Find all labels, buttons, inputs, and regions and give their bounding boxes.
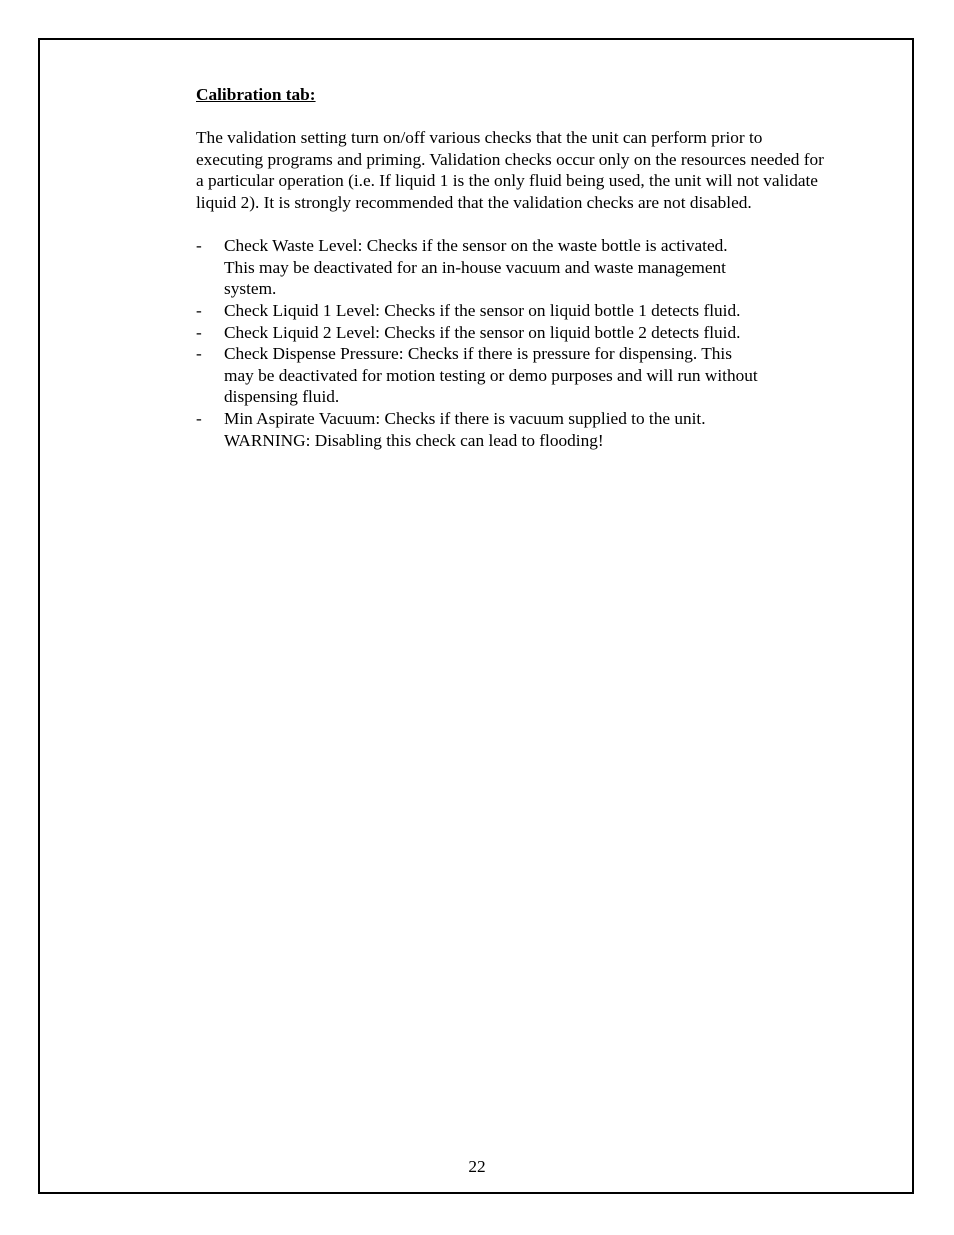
check-line: Min Aspirate Vacuum: Checks if there is vacuum supplied to the unit. <box>224 408 706 428</box>
page-content <box>196 84 826 451</box>
check-line: Check Liquid 2 Level: Checks if the sensor on liquid bottle 2 detects fluid. <box>224 322 741 342</box>
list-bullet: - <box>196 344 202 364</box>
check-line: This may be deactivated for an in-house vacuum and waste management <box>224 257 726 277</box>
list-bullet: - <box>196 322 202 342</box>
check-line: Check Liquid 1 Level: Checks if the sensor on liquid bottle 1 detects fluid. <box>224 300 741 320</box>
list-bullet: - <box>196 408 202 428</box>
check-liquid-2-level-item <box>196 322 826 344</box>
page-number: 22 <box>468 1157 486 1176</box>
check-line: Check Waste Level: Checks if the sensor on the waste bottle is activated. <box>224 236 728 256</box>
validation-check-list <box>196 235 826 451</box>
check-line: Check Dispense Pressure: Checks if there is pressure for dispensing. This <box>224 344 732 364</box>
check-dispense-pressure-item <box>196 343 826 408</box>
section-heading: Calibration tab: <box>196 85 316 104</box>
check-line: may be deactivated for motion testing or demo purposes and will run without <box>224 365 758 385</box>
min-aspirate-vacuum-item <box>196 408 826 451</box>
check-line: system. <box>224 279 277 299</box>
check-line: dispensing fluid. <box>224 387 340 407</box>
check-waste-level-item <box>196 235 826 300</box>
check-liquid-1-level-item <box>196 300 826 322</box>
list-bullet: - <box>196 300 202 320</box>
list-bullet: - <box>196 236 202 256</box>
check-line: WARNING: Disabling this check can lead to flooding! <box>224 430 604 450</box>
intro-paragraph: The validation setting turn on/off various checks that the unit can perform prior to executing programs and priming. Validation checks occur only on the resources needed for a particular operation (i.e. If liquid 1 is the only fluid being used, the unit will not validate liquid 2). It is strongly recommended that the validation checks are not disabled. <box>196 128 824 212</box>
